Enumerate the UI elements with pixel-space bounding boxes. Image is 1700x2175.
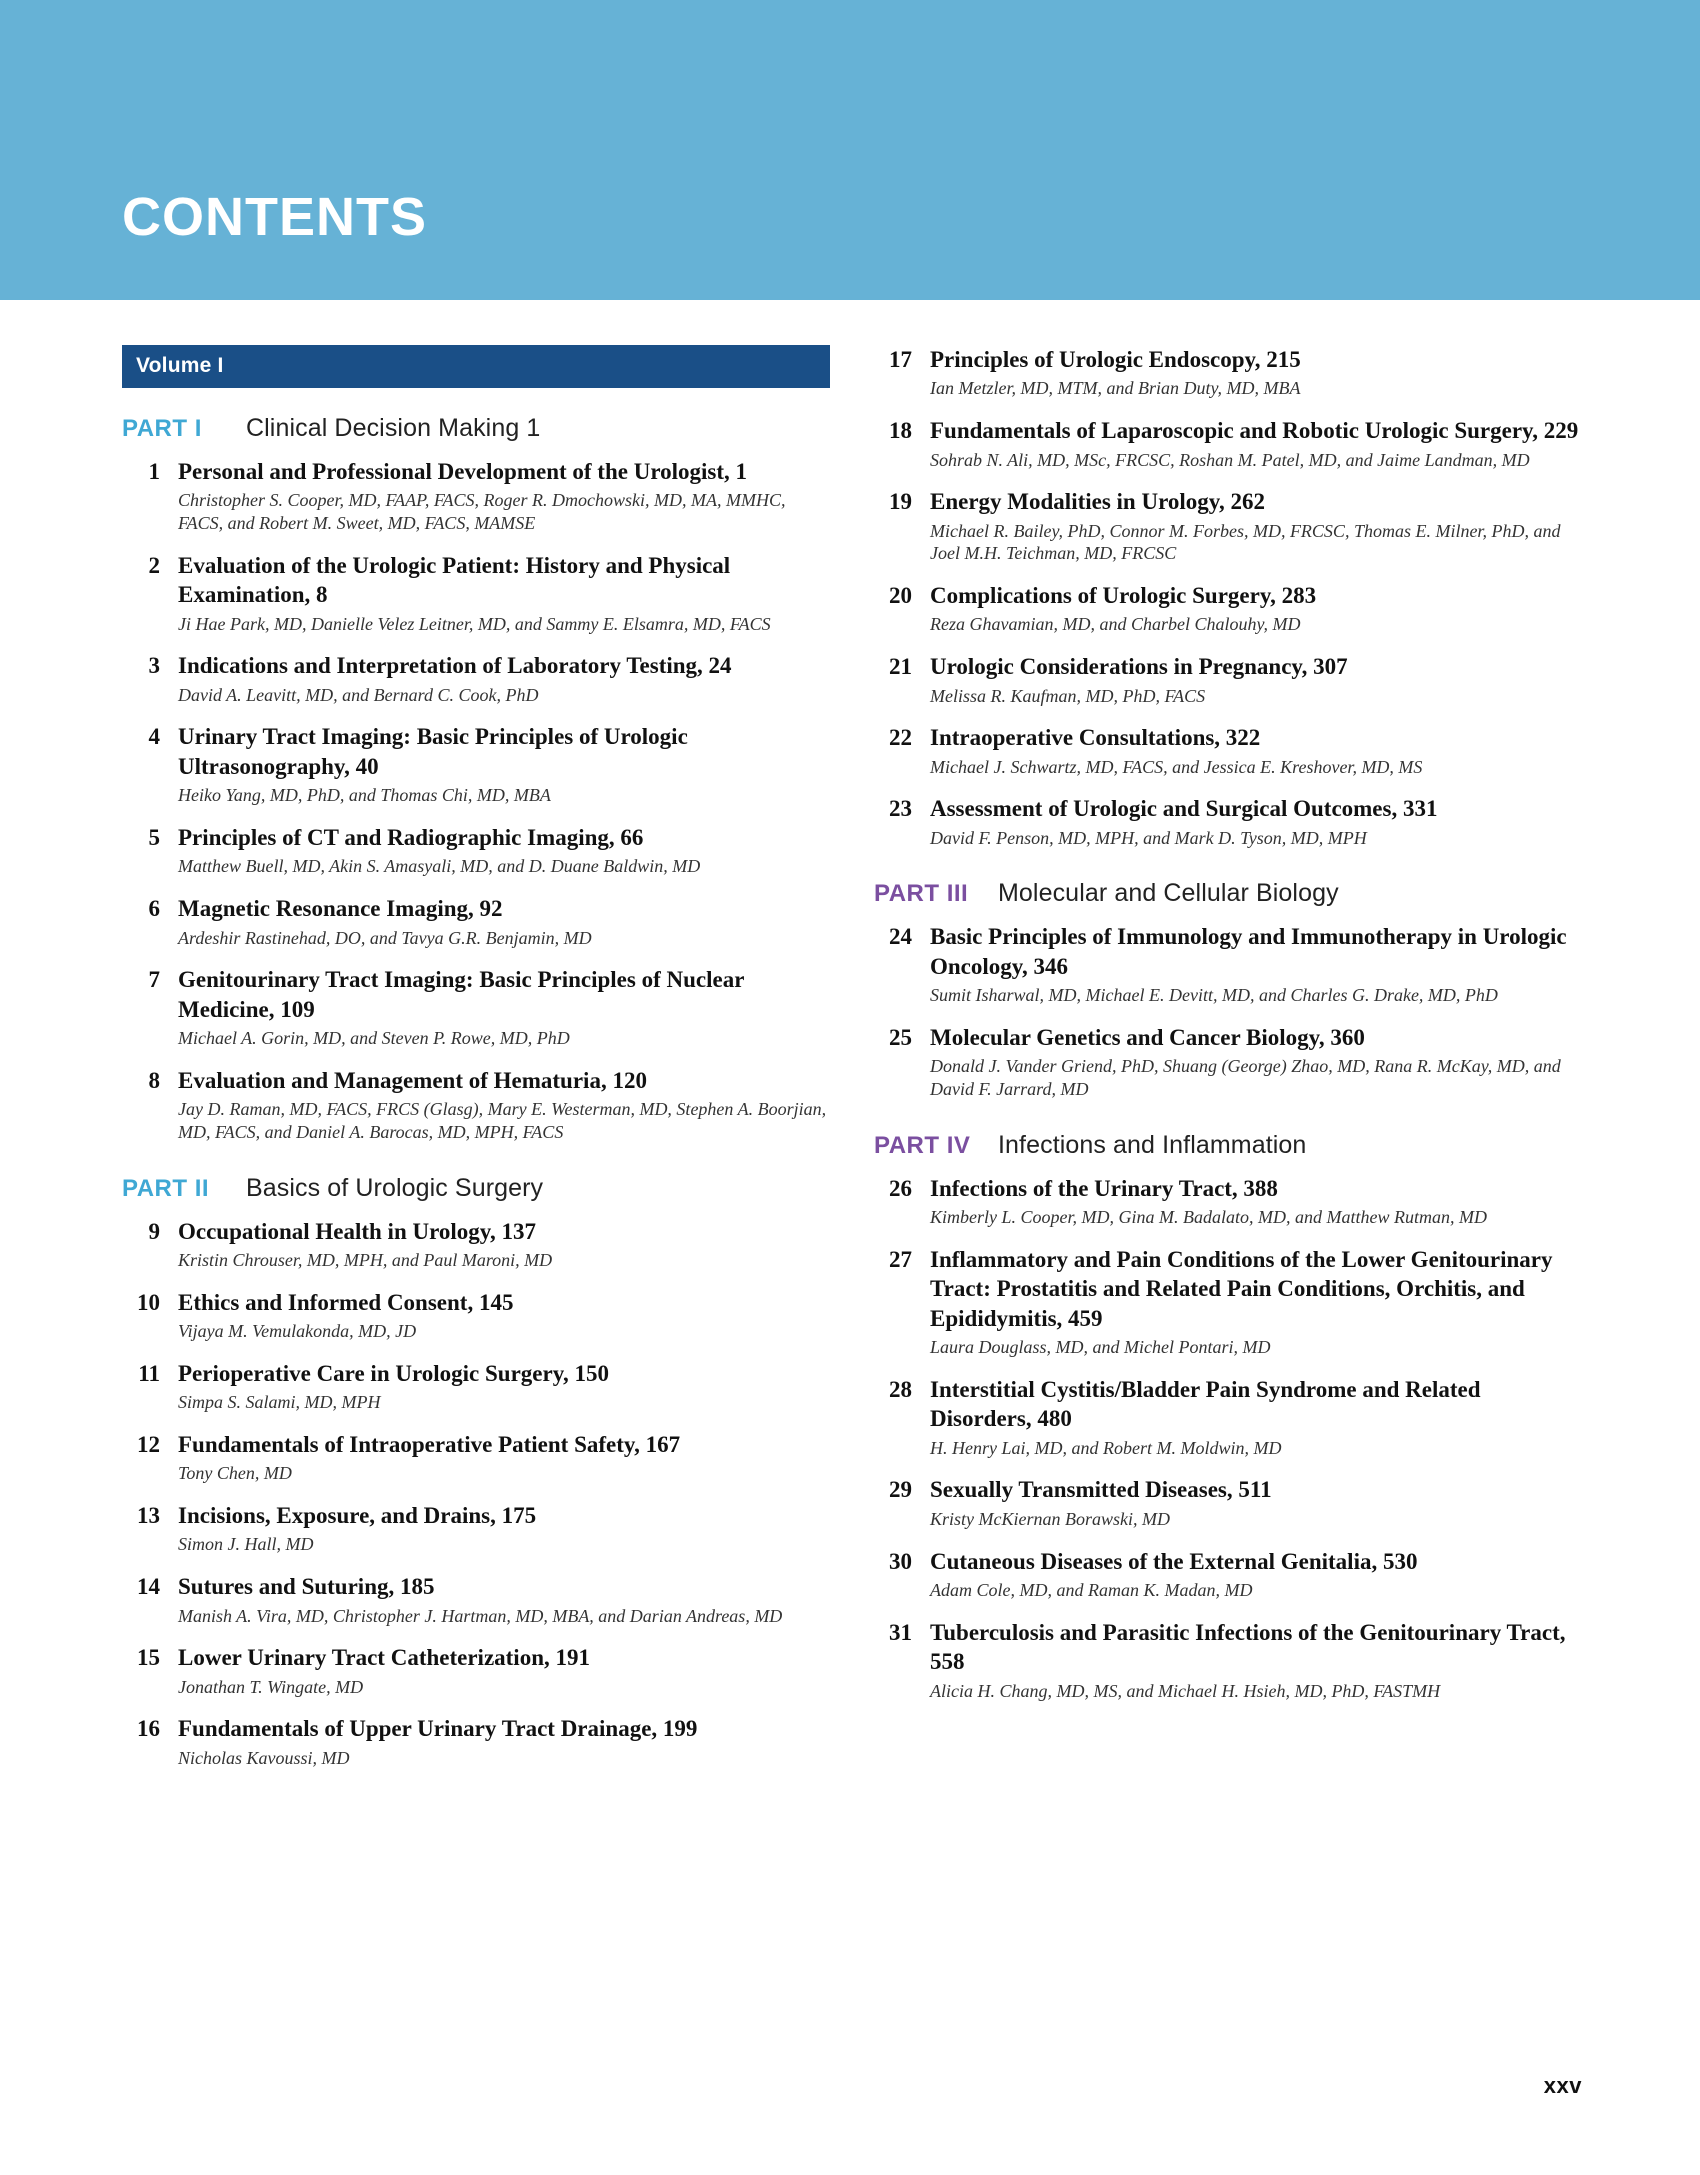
- chapter-number: 19: [889, 489, 912, 515]
- chapter-number: 27: [889, 1246, 912, 1272]
- toc-columns: [122, 345, 1582, 1785]
- volume-heading: Volume I: [122, 345, 830, 388]
- chapter-number: 11: [138, 1360, 160, 1386]
- toc-entry[interactable]: [122, 1217, 830, 1272]
- chapter-title[interactable]: Evaluation of the Urologic Patient: History and Physical Examination, 8: [178, 552, 731, 608]
- toc-entry[interactable]: [122, 1572, 830, 1627]
- toc-entry[interactable]: [874, 652, 1582, 707]
- toc-left-entries: [122, 414, 830, 1769]
- chapter-authors: Ardeshir Rastinehad, DO, and Tavya G.R. Benjamin, MD: [178, 927, 592, 948]
- chapter-number: 16: [137, 1716, 160, 1742]
- chapter-authors: Matthew Buell, MD, Akin S. Amasyali, MD, and D. Duane Baldwin, MD: [178, 856, 701, 877]
- chapter-authors: Nicholas Kavoussi, MD: [178, 1747, 350, 1768]
- chapter-number: 30: [889, 1548, 912, 1574]
- chapter-title[interactable]: Lower Urinary Tract Catheterization, 191: [178, 1645, 590, 1671]
- chapter-authors: Sohrab N. Ali, MD, MSc, FRCSC, Roshan M. Patel, MD, and Jaime Landman, MD: [930, 449, 1530, 470]
- toc-right-column: [874, 345, 1582, 1785]
- chapter-title[interactable]: Molecular Genetics and Cancer Biology, 360: [930, 1024, 1365, 1050]
- toc-entry[interactable]: [874, 1618, 1582, 1703]
- chapter-authors: David A. Leavitt, MD, and Bernard C. Cook, PhD: [178, 684, 539, 705]
- chapter-number: 1: [148, 459, 160, 484]
- chapter-body: [178, 651, 830, 706]
- chapter-number: 21: [889, 654, 912, 680]
- toc-entry[interactable]: [874, 581, 1582, 636]
- chapter-authors: H. Henry Lai, MD, and Robert M. Moldwin, MD: [930, 1437, 1282, 1458]
- chapter-authors: David F. Penson, MD, MPH, and Mark D. Tyson, MD, MPH: [930, 827, 1367, 848]
- chapter-authors: Tony Chen, MD: [178, 1463, 292, 1484]
- chapter-number: 28: [889, 1376, 912, 1402]
- chapter-authors: Donald J. Vander Griend, PhD, Shuang (George) Zhao, MD, Rana R. McKay, MD, and David F. Jarrard, MD: [930, 1056, 1561, 1100]
- toc-entry[interactable]: [122, 1501, 830, 1556]
- chapter-body: [178, 1572, 830, 1627]
- chapter-authors: Melissa R. Kaufman, MD, PhD, FACS: [930, 685, 1206, 706]
- toc-entry[interactable]: [122, 651, 830, 706]
- chapter-body: [178, 551, 830, 636]
- chapter-title[interactable]: Inflammatory and Pain Conditions of the Lower Genitourinary Tract: Prostatitis and Related Pain Conditions, Orchitis, and Epididymitis, 459: [930, 1246, 1553, 1331]
- chapter-body: [178, 1066, 830, 1144]
- chapter-number: 5: [148, 824, 160, 850]
- toc-entry[interactable]: [874, 922, 1582, 1007]
- chapter-title[interactable]: Assessment of Urologic and Surgical Outcomes, 331: [930, 796, 1438, 822]
- chapter-title[interactable]: Perioperative Care in Urologic Surgery, 150: [178, 1360, 609, 1386]
- chapter-number: 22: [889, 725, 912, 751]
- chapter-title[interactable]: Energy Modalities in Urology, 262: [930, 489, 1265, 515]
- toc-entry[interactable]: [122, 457, 830, 535]
- chapter-title[interactable]: Ethics and Informed Consent, 145: [178, 1289, 514, 1315]
- part-title: Infections and Inflammation: [998, 1130, 1307, 1159]
- chapter-authors: Michael R. Bailey, PhD, Connor M. Forbes, MD, FRCSC, Thomas E. Milner, PhD, and Joel M.H. Teichman, MD, FRCSC: [930, 520, 1561, 564]
- chapter-body: [930, 1174, 1582, 1229]
- chapter-title[interactable]: Sutures and Suturing, 185: [178, 1574, 435, 1600]
- chapter-title[interactable]: Infections of the Urinary Tract, 388: [930, 1175, 1278, 1201]
- chapter-number: 29: [889, 1477, 912, 1503]
- chapter-authors: Sumit Isharwal, MD, Michael E. Devitt, MD, and Charles G. Drake, MD, PhD: [930, 985, 1498, 1006]
- chapter-title[interactable]: Incisions, Exposure, and Drains, 175: [178, 1502, 537, 1528]
- chapter-body: [178, 1359, 830, 1414]
- chapter-authors: Simpa S. Salami, MD, MPH: [178, 1392, 381, 1413]
- chapter-authors: Vijaya M. Vemulakonda, MD, JD: [178, 1321, 417, 1342]
- toc-entry[interactable]: [122, 1430, 830, 1485]
- chapter-title[interactable]: Sexually Transmitted Diseases, 511: [930, 1477, 1272, 1503]
- chapter-title[interactable]: Principles of Urologic Endoscopy, 215: [930, 347, 1301, 372]
- chapter-title[interactable]: Genitourinary Tract Imaging: Basic Principles of Nuclear Medicine, 109: [178, 967, 745, 1022]
- chapter-body: [178, 457, 830, 535]
- chapter-number: 20: [889, 583, 912, 608]
- chapter-number: 14: [137, 1574, 160, 1600]
- chapter-title[interactable]: Urinary Tract Imaging: Basic Principles of Urologic Ultrasonography, 40: [178, 724, 688, 779]
- chapter-title[interactable]: Principles of CT and Radiographic Imaging, 66: [178, 824, 644, 850]
- chapter-body: [178, 823, 830, 878]
- chapter-body: [178, 1714, 830, 1769]
- chapter-authors: Kimberly L. Cooper, MD, Gina M. Badalato, MD, and Matthew Rutman, MD: [930, 1207, 1487, 1228]
- toc-entry[interactable]: [874, 1547, 1582, 1602]
- part-label: PART III: [874, 880, 969, 908]
- toc-entry[interactable]: [122, 965, 830, 1050]
- chapter-title[interactable]: Fundamentals of Intraoperative Patient Safety, 167: [178, 1431, 681, 1457]
- chapter-authors: Adam Cole, MD, and Raman K. Madan, MD: [930, 1579, 1253, 1600]
- chapter-number: 9: [148, 1218, 160, 1244]
- chapter-number: 8: [148, 1067, 160, 1093]
- toc-entry[interactable]: [874, 794, 1582, 849]
- chapter-number: 17: [889, 347, 912, 372]
- chapter-body: [930, 1618, 1582, 1703]
- chapter-authors: Alicia H. Chang, MD, MS, and Michael H. Hsieh, MD, PhD, FASTMH: [930, 1680, 1441, 1701]
- toc-entry[interactable]: [874, 1475, 1582, 1530]
- chapter-authors: Kristy McKiernan Borawski, MD: [930, 1508, 1170, 1529]
- toc-entry[interactable]: [122, 1714, 830, 1769]
- chapter-authors: Jay D. Raman, MD, FACS, FRCS (Glasg), Mary E. Westerman, MD, Stephen A. Boorjian, MD, FACS, and Daniel A. Barocas, MD, MPH, FACS: [178, 1099, 827, 1142]
- chapter-body: [930, 1023, 1582, 1101]
- chapter-title[interactable]: Urologic Considerations in Pregnancy, 307: [930, 654, 1348, 680]
- chapter-body: [930, 1245, 1582, 1359]
- chapter-body: [178, 1217, 830, 1272]
- chapter-authors: Ian Metzler, MD, MTM, and Brian Duty, MD, MBA: [930, 378, 1301, 399]
- chapter-body: [178, 965, 830, 1050]
- chapter-body: [178, 722, 830, 807]
- chapter-number: 4: [148, 724, 160, 750]
- page-banner: [0, 0, 1700, 300]
- part-label: PART II: [122, 1174, 210, 1202]
- part-label: PART IV: [874, 1131, 971, 1159]
- chapter-number: 6: [148, 896, 160, 922]
- chapter-number: 31: [889, 1619, 912, 1645]
- chapter-authors: Kristin Chrouser, MD, MPH, and Paul Maroni, MD: [178, 1249, 553, 1270]
- chapter-authors: Jonathan T. Wingate, MD: [178, 1676, 364, 1697]
- chapter-authors: Manish A. Vira, MD, Christopher J. Hartman, MD, MBA, and Darian Andreas, MD: [178, 1605, 783, 1626]
- chapter-body: [930, 922, 1582, 1007]
- toc-entry[interactable]: [874, 487, 1582, 565]
- chapter-body: [178, 1430, 830, 1485]
- chapter-body: [178, 1288, 830, 1343]
- chapter-authors: Laura Douglass, MD, and Michel Pontari, MD: [930, 1337, 1271, 1358]
- chapter-authors: Michael A. Gorin, MD, and Steven P. Rowe, MD, PhD: [178, 1028, 570, 1049]
- toc-right-entries: [874, 345, 1582, 1702]
- chapter-number: 12: [137, 1431, 160, 1457]
- toc-entry[interactable]: [874, 416, 1582, 471]
- chapter-number: 3: [148, 653, 160, 679]
- chapter-body: [930, 723, 1582, 778]
- chapter-authors: Heiko Yang, MD, PhD, and Thomas Chi, MD, MBA: [178, 785, 551, 806]
- chapter-authors: Simon J. Hall, MD: [178, 1534, 314, 1555]
- toc-entry[interactable]: [122, 823, 830, 878]
- toc-entry[interactable]: [874, 1245, 1582, 1359]
- chapter-title[interactable]: Evaluation and Management of Hematuria, 120: [178, 1067, 647, 1093]
- chapter-title[interactable]: Intraoperative Consultations, 322: [930, 725, 1261, 751]
- chapter-authors: Ji Hae Park, MD, Danielle Velez Leitner, MD, and Sammy E. Elsamra, MD, FACS: [178, 613, 771, 634]
- chapter-number: 26: [889, 1175, 912, 1201]
- chapter-body: [930, 1375, 1582, 1460]
- chapter-body: [930, 1547, 1582, 1602]
- part-heading: [122, 1174, 830, 1203]
- chapter-authors: Reza Ghavamian, MD, and Charbel Chalouhy, MD: [930, 614, 1301, 635]
- chapter-title[interactable]: Occupational Health in Urology, 137: [178, 1218, 537, 1244]
- page-number: xxv: [1543, 2073, 1582, 2098]
- part-title: Clinical Decision Making 1: [246, 414, 541, 442]
- toc-left-column: [122, 345, 830, 1785]
- toc-entry[interactable]: [122, 1359, 830, 1414]
- chapter-title[interactable]: Tuberculosis and Parasitic Infections of the Genitourinary Tract, 558: [930, 1619, 1566, 1675]
- toc-entry[interactable]: [122, 1288, 830, 1343]
- toc-entry[interactable]: [874, 1375, 1582, 1460]
- part-title: Molecular and Cellular Biology: [998, 879, 1339, 908]
- chapter-body: [178, 1501, 830, 1556]
- toc-entry[interactable]: [874, 1174, 1582, 1229]
- chapter-title[interactable]: Basic Principles of Immunology and Immunotherapy in Urologic Oncology, 346: [930, 924, 1567, 979]
- part-title: Basics of Urologic Surgery: [246, 1173, 544, 1202]
- toc-entry[interactable]: [874, 723, 1582, 778]
- chapter-number: 23: [889, 796, 912, 822]
- part-heading: [874, 1131, 1582, 1160]
- chapter-title[interactable]: Magnetic Resonance Imaging, 92: [178, 896, 503, 922]
- toc-entry[interactable]: [874, 1023, 1582, 1101]
- part-heading: [122, 414, 830, 443]
- chapter-authors: Christopher S. Cooper, MD, FAAP, FACS, Roger R. Dmochowski, MD, MA, MMHC, FACS, and Robert M. Sweet, MD, FACS, MAMSE: [178, 490, 786, 534]
- chapter-title[interactable]: Fundamentals of Laparoscopic and Robotic Urologic Surgery, 229: [930, 418, 1579, 444]
- chapter-body: [930, 345, 1582, 400]
- toc-entry[interactable]: [122, 722, 830, 807]
- part-heading: [874, 879, 1582, 908]
- chapter-number: 13: [137, 1502, 160, 1528]
- chapter-title[interactable]: Interstitial Cystitis/Bladder Pain Syndrome and Related Disorders, 480: [930, 1376, 1481, 1432]
- chapter-number: 25: [889, 1024, 912, 1050]
- chapter-body: [930, 1475, 1582, 1530]
- toc-entry[interactable]: [122, 551, 830, 636]
- chapter-number: 2: [148, 552, 160, 578]
- chapter-title[interactable]: Complications of Urologic Surgery, 283: [930, 583, 1317, 608]
- chapter-title[interactable]: Cutaneous Diseases of the External Genitalia, 530: [930, 1548, 1418, 1574]
- chapter-number: 7: [148, 967, 160, 993]
- toc-entry[interactable]: [874, 345, 1582, 400]
- toc-entry[interactable]: [122, 1643, 830, 1698]
- chapter-number: 15: [137, 1645, 160, 1671]
- chapter-authors: Michael J. Schwartz, MD, FACS, and Jessica E. Kreshover, MD, MS: [930, 756, 1423, 777]
- chapter-body: [930, 794, 1582, 849]
- chapter-number: 24: [889, 924, 912, 950]
- chapter-body: [178, 894, 830, 949]
- chapter-body: [930, 652, 1582, 707]
- chapter-body: [930, 487, 1582, 565]
- page-title: CONTENTS: [122, 187, 427, 247]
- chapter-title[interactable]: Fundamentals of Upper Urinary Tract Drainage, 199: [178, 1716, 698, 1742]
- chapter-number: 10: [137, 1289, 160, 1315]
- part-label: PART I: [122, 415, 202, 442]
- chapter-title[interactable]: Personal and Professional Development of the Urologist, 1: [178, 459, 748, 484]
- chapter-number: 18: [889, 418, 912, 444]
- toc-entry[interactable]: [122, 894, 830, 949]
- chapter-body: [930, 416, 1582, 471]
- chapter-title[interactable]: Indications and Interpretation of Laboratory Testing, 24: [178, 653, 732, 679]
- toc-entry[interactable]: [122, 1066, 830, 1144]
- chapter-body: [178, 1643, 830, 1698]
- chapter-body: [930, 581, 1582, 636]
